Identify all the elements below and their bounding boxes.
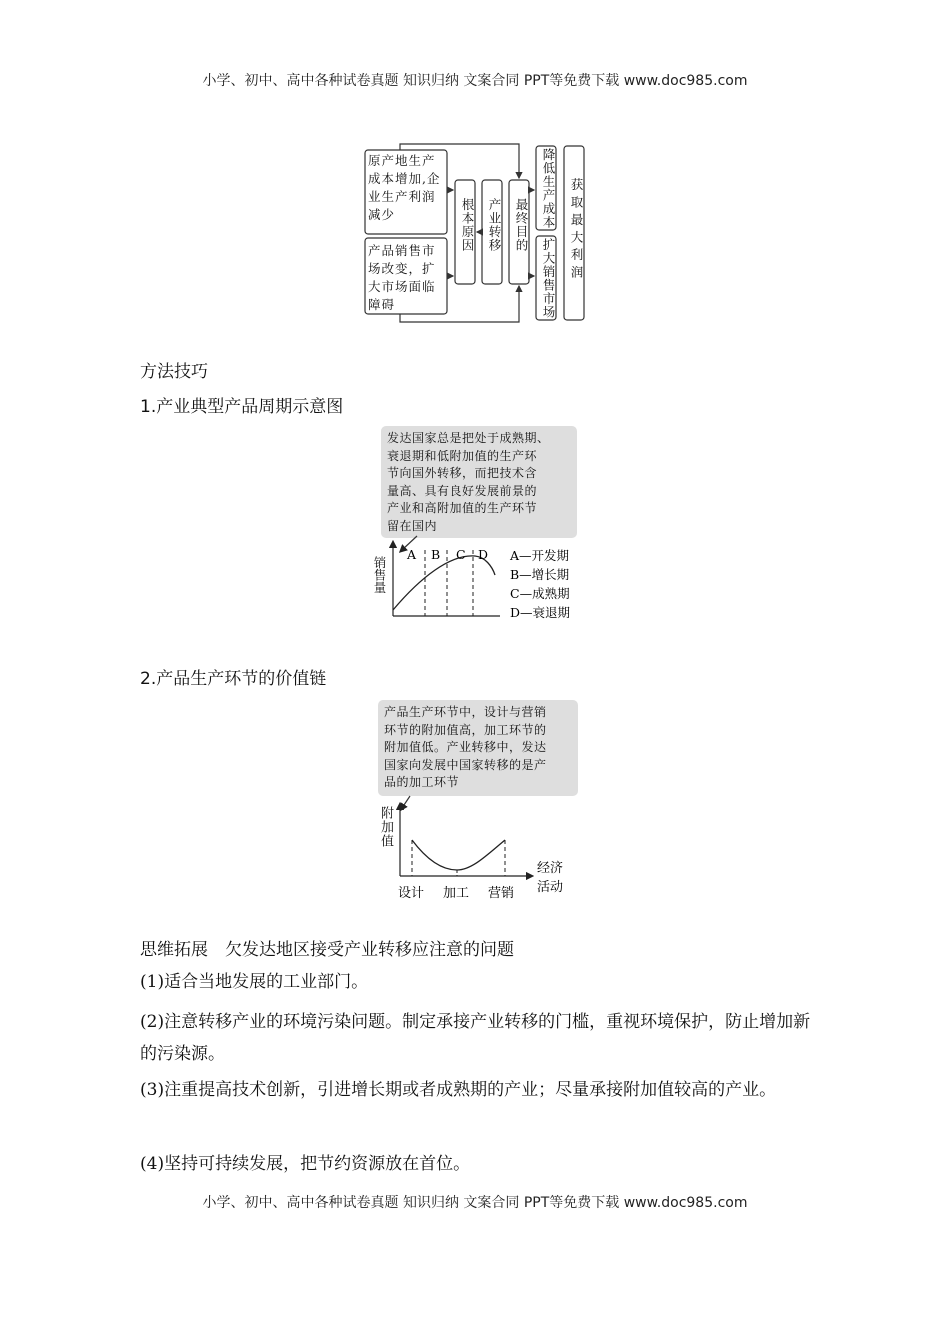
legend-item: B—增长期 xyxy=(510,567,570,582)
box-cost-increase-text: 原产地生产成本增加,企业生产利润减少 xyxy=(368,153,441,222)
category-label: 设计 xyxy=(398,886,425,901)
chart1-note-line: 衰退期和低附加值的生产环 xyxy=(387,448,538,463)
reduce-cost-text: 降低生产成本 xyxy=(541,148,556,229)
thinking-item: (4)坚持可持续发展，把节约资源放在首位。 xyxy=(140,1154,471,1174)
chart2-note-line: 附加值低。产业转移中，发达 xyxy=(384,740,547,754)
page-footer: 小学、初中、高中各种试卷真题 知识归纳 文案合同 PPT等免费下载 www.doc985.com xyxy=(202,1195,748,1211)
thinking-title: 思维拓展 欠发达地区接受产业转移应注意的问题 xyxy=(140,940,514,960)
max-profit-text: 获取最大利润 xyxy=(569,178,584,283)
chart1-note-line: 节向国外转移，而把技术含 xyxy=(387,466,538,480)
value-chain-chart xyxy=(372,790,582,905)
section-title: 方法技巧 xyxy=(140,362,208,382)
legend-item: D—衰退期 xyxy=(510,605,571,620)
thinking-item: (3)注重提高技术创新，引进增长期或者成熟期的产业；尽量承接附加值较高的产业。 xyxy=(140,1080,777,1100)
industry-transfer-text: 产业转移 xyxy=(487,198,502,252)
sales-curve xyxy=(393,556,495,610)
stage-label-a: A xyxy=(407,547,417,562)
category-label: 营销 xyxy=(488,886,515,901)
legend-item: C—成熟期 xyxy=(510,586,570,601)
chart2-note-line: 产品生产环节中，设计与营销 xyxy=(384,705,547,719)
chart1-note-line: 产业和高附加值的生产环节 xyxy=(387,501,538,515)
stage-label-d: D xyxy=(478,547,489,562)
subsection-1-title: 1.产业典型产品周期示意图 xyxy=(140,397,344,417)
chart1-note-line: 量高、具有良好发展前景的 xyxy=(387,483,538,498)
product-life-cycle-chart xyxy=(365,530,585,625)
thinking-item: (1)适合当地发展的工业部门。 xyxy=(140,972,369,992)
box-market-change-text: 产品销售市场改变，扩大市场面临障碍 xyxy=(368,243,436,312)
chart2-note-line: 品的加工环节 xyxy=(384,775,460,789)
x-axis-label: 活动 xyxy=(537,880,564,895)
chart2-y-label: 附加值 xyxy=(378,806,393,848)
subsection-2-title: 2.产品生产环节的价值链 xyxy=(140,669,327,689)
final-goal-text: 最终目的 xyxy=(514,198,529,252)
chart1-note-line: 留在国内 xyxy=(387,518,438,533)
category-label: 加工 xyxy=(443,886,470,901)
chart2-note-line: 国家向发展中国家转移的是产 xyxy=(384,757,547,772)
expand-market-text: 扩大销售市场 xyxy=(541,238,556,319)
thinking-item: (2)注意转移产业的环境污染问题。制定承接产业转移的门槛，重视环境保护，防止增加新的污染源。 xyxy=(140,1012,811,1064)
chart1-note xyxy=(381,426,577,538)
stage-label-b: B xyxy=(431,547,441,562)
page-header: 小学、初中、高中各种试卷真题 知识归纳 文案合同 PPT等免费下载 www.doc985.com xyxy=(202,73,748,89)
chart1-note-line: 发达国家总是把处于成熟期、 xyxy=(387,431,550,445)
stage-label-c: C xyxy=(456,547,466,562)
x-axis-label: 经济 xyxy=(537,861,564,876)
chart1-y-label: 销售量 xyxy=(372,556,387,594)
chart2-note xyxy=(378,700,578,796)
value-smile-curve xyxy=(412,840,505,870)
note-pointer xyxy=(402,796,410,808)
chart2-note-line: 环节的附加值高，加工环节的 xyxy=(384,722,547,737)
root-cause-text: 根本原因 xyxy=(460,198,475,252)
legend-item: A—开发期 xyxy=(510,548,570,563)
